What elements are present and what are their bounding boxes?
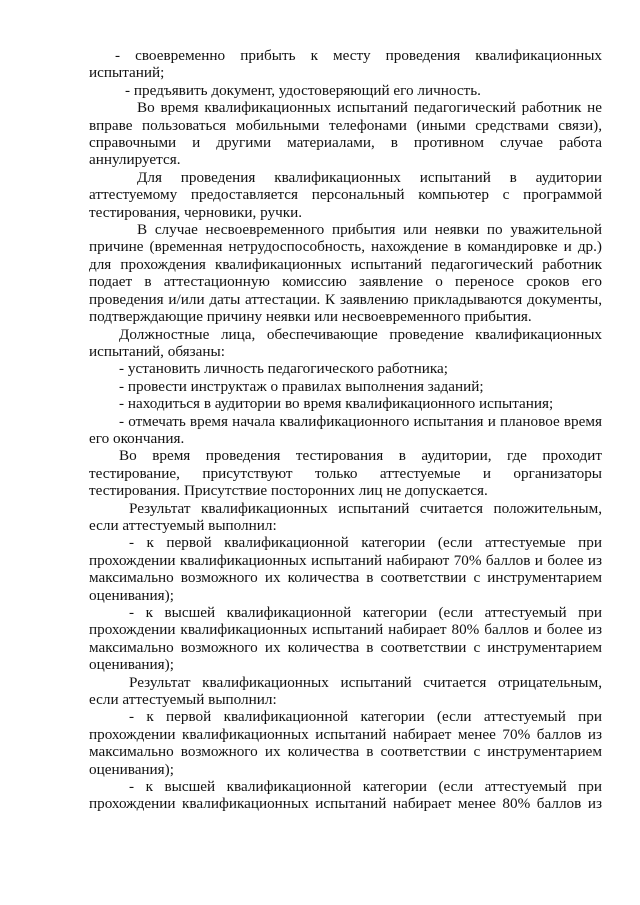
list-item-negative-first: - к первой квалификационной категории (если аттестуемый при прохождении квалификационных испытаний набирает менее 70% баллов из максимально возможного их количества в соответствии с инструментарием оценивания); <box>89 708 602 778</box>
paragraph-computer-provided: Для проведения квалификационных испытаний в аудитории аттестуемому предоставляется персональный компьютер с программой тестирования, черновики, ручки. <box>89 168 602 221</box>
paragraph-no-phones: Во время квалификационных испытаний педагогический работник не вправе пользоваться мобильными телефонами (иными средствами связи), справочными и другими материалами, в противном случае работа аннулируется. <box>89 99 602 169</box>
paragraph-present-id: - предъявить документ, удостоверяющий его личность. <box>125 81 481 99</box>
paragraph-arrive-on-time: - своевременно прибыть к месту проведения квалификационных испытаний; <box>89 47 602 82</box>
paragraph-late-arrival: В случае несвоевременного прибытия или неявки по уважительной причине (временная нетрудоспособность, нахождение в командировке и др.) для прохождения квалификационных испытаний педагогический работник подает в аттестационную комиссию заявление о переносе сроков его проведения и/или даты аттестации. К заявлению прикладываются документы, подтверждающие причину неявки или несвоевременного прибытия. <box>89 221 602 326</box>
list-item-negative-highest: - к высшей квалификационной категории (если аттестуемый при прохождении квалификационных испытаний набирает менее 80% баллов из <box>89 778 602 813</box>
paragraph-attendance: Во время проведения тестирования в аудитории, где проходит тестирование, присутствуют только аттестуемые и организаторы тестирования. Присутствие посторонних лиц не допускается. <box>89 447 602 500</box>
list-item-positive-highest: - к высшей квалификационной категории (если аттестуемый при прохождении квалификационных испытаний набирает 80% баллов и более из максимально возможного их количества в соответствии с инструментарием оценивания); <box>89 604 602 674</box>
document-body <box>89 47 602 813</box>
list-item-record-time: - отмечать время начала квалификационного испытания и плановое время его окончания. <box>89 412 602 447</box>
list-item-identify: - установить личность педагогического работника; <box>119 360 449 378</box>
paragraph-negative-result: Результат квалификационных испытаний считается отрицательным, если аттестуемый выполнил: <box>89 673 602 709</box>
paragraph-positive-result: Результат квалификационных испытаний считается положительным, если аттестуемый выполнил: <box>89 499 602 534</box>
list-item-stay-in-room: - находиться в аудитории во время квалификационного испытания; <box>119 395 554 413</box>
list-item-positive-first: - к первой квалификационной категории (если аттестуемые при прохождении квалификационных испытаний набирают 70% баллов и более из максимально возможного их количества в соответствии с инструментарием оценивания); <box>89 534 602 604</box>
paragraph-officials-obliged: Должностные лица, обеспечивающие проведение квалификационных испытаний, обязаны: <box>89 325 602 360</box>
list-item-briefing: - провести инструктаж о правилах выполнения заданий; <box>119 377 484 395</box>
